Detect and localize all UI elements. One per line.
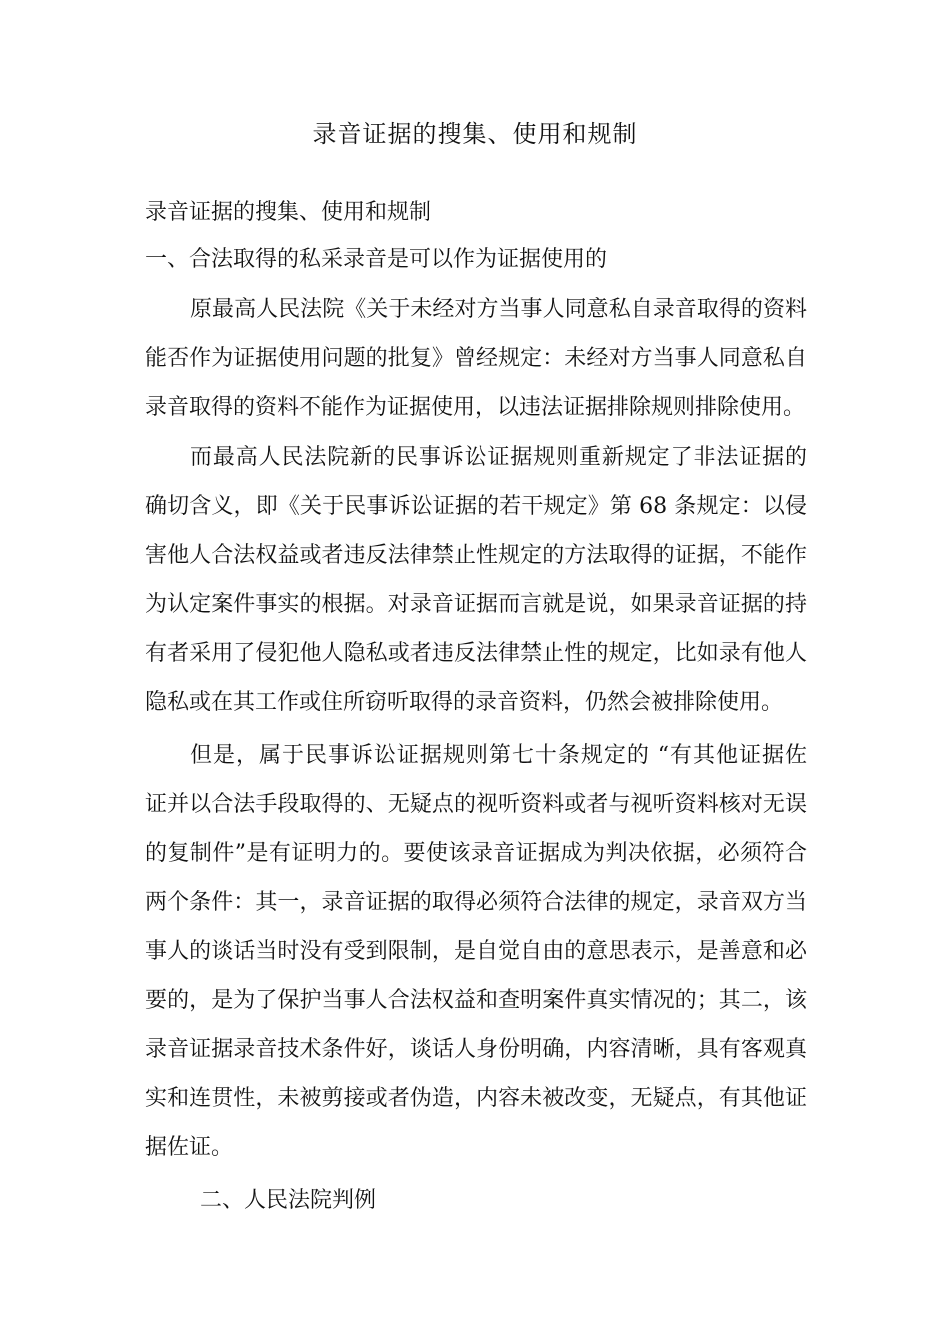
paragraph-3-line-8: 实和连贯性，未被剪接或者伪造，内容未被改变，无疑点，有其他证 [145,1086,807,1111]
paragraph-3-line-5: 事人的谈话当时没有受到限制，是自觉自由的意思表示，是善意和必 [145,939,807,964]
paragraph-2-line-6: 隐私或在其工作或住所窃听取得的录音资料，仍然会被排除使用。 [145,690,784,715]
paragraph-2-line-3: 害他人合法权益或者违反法律禁止性规定的方法取得的证据，不能作 [145,543,807,568]
paragraph-3-line-2: 证并以合法手段取得的、无疑点的视听资料或者与视听资料核对无误 [145,792,807,817]
paragraph-3-line-4: 两个条件：其一，录音证据的取得必须符合法律的规定，录音双方当 [145,890,807,915]
paragraph-3-line-9: 据佐证。 [145,1135,234,1160]
section-heading-2: 二、人民法院判例 [200,1188,377,1213]
paragraph-2-line-5: 有者采用了侵犯他人隐私或者违反法律禁止性的规定，比如录有他人 [145,641,807,666]
section-heading-1: 一、合法取得的私采录音是可以作为证据使用的 [145,247,608,272]
paragraph-2-line-1: 而最高人民法院新的民事诉讼证据规则重新规定了非法证据的 [190,445,807,470]
paragraph-3-line-3: 的复制件”是有证明力的。要使该录音证据成为判决依据，必须符合 [145,841,807,866]
paragraph-1-line-3: 录音取得的资料不能作为证据使用，以违法证据排除规则排除使用。 [145,395,806,420]
document-title: 录音证据的搜集、使用和规制 [312,120,638,148]
paragraph-3-line-7: 录音证据录音技术条件好，谈话人身份明确，内容清晰，具有客观真 [145,1037,807,1062]
paragraph-2-line-2: 确切含义，即《关于民事诉讼证据的若干规定》第 68 条规定：以侵 [145,494,807,519]
paragraph-2-line-4: 为认定案件事实的根据。对录音证据而言就是说，如果录音证据的持 [145,592,807,617]
paragraph-3-line-6: 要的，是为了保护当事人合法权益和查明案件真实情况的；其二，该 [145,988,807,1013]
paragraph-3-line-1: 但是，属于民事诉讼证据规则第七十条规定的 “有其他证据佐 [190,743,807,768]
document-subtitle: 录音证据的搜集、使用和规制 [145,200,432,225]
paragraph-1-line-2: 能否作为证据使用问题的批复》曾经规定：未经对方当事人同意私自 [145,346,807,371]
paragraph-1-line-1: 原最高人民法院《关于未经对方当事人同意私自录音取得的资料 [190,297,807,322]
